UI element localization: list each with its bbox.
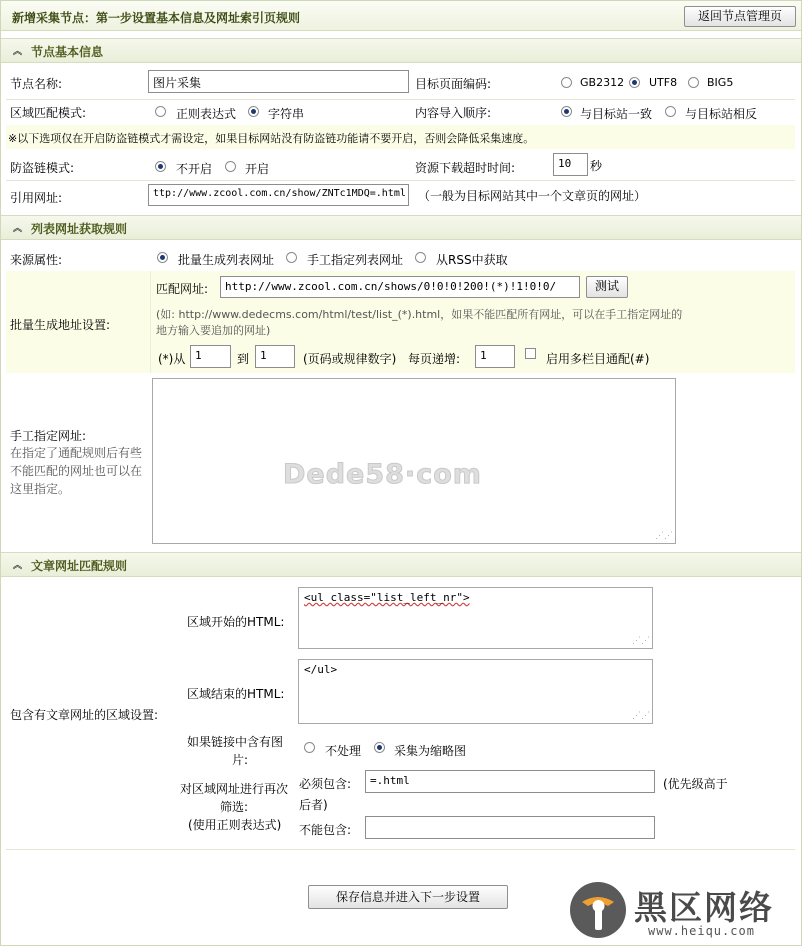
must-include-label: 必须包含: xyxy=(299,777,352,791)
brand-logo xyxy=(568,880,794,940)
antileech-label: 防盗链模式: xyxy=(10,161,75,175)
timeout-unit: 秒 xyxy=(590,159,603,173)
brand-name: 黑区网络 xyxy=(634,888,774,927)
region-end-label: 区域结束的HTML: xyxy=(187,687,285,701)
manual-hint-line: 在指定了通配规则后有些 xyxy=(10,446,143,460)
region-end-value: </ul> xyxy=(304,663,338,676)
timeout-input[interactable]: 10 xyxy=(553,153,588,176)
brand-logo-icon xyxy=(568,880,628,940)
ref-url-input[interactable]: ttp://www.zcool.com.cn/show/ZNTc1MDQ=.html xyxy=(148,184,409,206)
match-mode-option-label: 正则表达式 xyxy=(176,107,237,121)
collapse-chevron-icon[interactable]: ︽ xyxy=(13,47,23,57)
column-divider xyxy=(150,271,151,373)
import-order-radio-reverse[interactable] xyxy=(665,106,676,117)
image-option-radio-thumbnail[interactable] xyxy=(374,742,385,753)
resize-grip-icon[interactable]: ⋰⋰ xyxy=(632,711,650,721)
image-option-label: 采集为缩略图 xyxy=(394,744,467,758)
section-basic-header[interactable] xyxy=(1,38,801,63)
section-basic-title: 节点基本信息 xyxy=(31,45,104,59)
cannot-include-input[interactable] xyxy=(365,816,655,839)
range-hint: (页码或规律数字) xyxy=(303,352,397,366)
section-article-header[interactable] xyxy=(1,552,801,577)
page-title: 新增采集节点：第一步设置基本信息及网址索引页规则 xyxy=(12,11,301,25)
region-setting-label: 包含有文章网址的区域设置: xyxy=(10,708,159,722)
section-list-title: 列表网址获取规则 xyxy=(31,222,128,236)
import-order-radio-same[interactable] xyxy=(561,106,572,117)
antileech-notice-text: ※以下选项仅在开启防盗链模式才需设定，如果目标网站没有防盗链功能请不要开启，否则会降低采集速度。 xyxy=(8,132,535,145)
test-button[interactable]: 测试 xyxy=(586,276,628,298)
batch-label: 批量生成地址设置: xyxy=(10,318,111,332)
encoding-label: 目标页面编码: xyxy=(415,77,492,91)
import-order-label: 内容导入顺序: xyxy=(415,106,492,120)
title-bar xyxy=(1,1,801,31)
image-link-label-line: 片: xyxy=(232,753,249,767)
antileech-radio-on[interactable] xyxy=(225,161,236,172)
antileech-option-label: 不开启 xyxy=(176,162,213,176)
antileech-option-label: 开启 xyxy=(245,162,270,176)
region-start-textarea[interactable] xyxy=(298,587,653,649)
step-input[interactable]: 1 xyxy=(475,345,515,368)
source-option-label: 手工指定列表网址 xyxy=(307,253,404,267)
section-list-header[interactable] xyxy=(1,215,801,240)
match-mode-option-label: 字符串 xyxy=(268,107,305,121)
match-mode-radio-string[interactable] xyxy=(248,106,259,117)
source-radio-manual[interactable] xyxy=(286,252,297,263)
from-label: (*)从 xyxy=(158,352,186,366)
node-name-label: 节点名称: xyxy=(10,77,63,91)
region-start-label: 区域开始的HTML: xyxy=(187,615,285,629)
row-divider xyxy=(6,99,795,100)
priority-note-line: 后者) xyxy=(299,798,328,812)
resize-grip-icon[interactable]: ⋰⋰ xyxy=(632,636,650,646)
multi-column-label: 启用多栏目通配(#) xyxy=(546,352,650,366)
encoding-radio-utf8[interactable] xyxy=(629,77,640,88)
section-article-title: 文章网址匹配规则 xyxy=(31,559,128,573)
encoding-option-label: BIG5 xyxy=(707,76,734,89)
encoding-option-label: GB2312 xyxy=(580,76,625,89)
match-mode-radio-regex[interactable] xyxy=(155,106,166,117)
multi-column-checkbox[interactable] xyxy=(525,348,536,359)
watermark-text: Dede58·com xyxy=(283,459,482,490)
source-radio-rss[interactable] xyxy=(415,252,426,263)
manual-hint-line: 这里指定。 xyxy=(10,482,71,496)
example-line-2: 地方输入要追加的网址) xyxy=(156,324,271,337)
manual-hint-line: 不能匹配的网址也可以在 xyxy=(10,464,143,478)
encoding-radio-gb2312[interactable] xyxy=(561,77,572,88)
filter-label-line: 对区域网址进行再次 xyxy=(180,782,289,796)
antileech-notice xyxy=(6,125,795,149)
encoding-option-label: UTF8 xyxy=(649,76,678,89)
region-start-value: <ul class="list_left_nr"> xyxy=(304,591,470,604)
to-label: 到 xyxy=(237,352,250,366)
example-line-1: (如: http://www.dedecms.com/html/test/list_(*).html，如果不能匹配所有网址，可以在手工指定网址的 xyxy=(156,308,683,321)
brand-url: www.heiqu.com xyxy=(648,924,755,938)
image-link-label-line: 如果链接中含有图 xyxy=(187,735,284,749)
filter-label-line: 筛选: xyxy=(220,800,249,814)
encoding-radio-big5[interactable] xyxy=(688,77,699,88)
save-and-next-button[interactable]: 保存信息并进入下一步设置 xyxy=(308,885,508,909)
cannot-include-label: 不能包含: xyxy=(299,823,352,837)
filter-label-line: (使用正则表达式) xyxy=(188,818,282,832)
source-option-label: 从RSS中获取 xyxy=(436,253,508,267)
step-label: 每页递增: xyxy=(408,352,461,366)
region-end-textarea[interactable] xyxy=(298,659,653,724)
source-option-label: 批量生成列表网址 xyxy=(178,253,275,267)
ref-url-label: 引用网址: xyxy=(10,191,63,205)
import-order-option-label: 与目标站一致 xyxy=(580,107,653,121)
ref-url-hint: （一般为目标网站其中一个文章页的网址） xyxy=(418,189,647,203)
source-radio-batch[interactable] xyxy=(157,252,168,263)
row-divider xyxy=(6,180,795,181)
must-include-input[interactable]: =.html xyxy=(365,770,655,793)
source-label: 来源属性: xyxy=(10,253,63,267)
match-url-label: 匹配网址: xyxy=(156,282,209,296)
collapse-chevron-icon[interactable]: ︽ xyxy=(13,561,23,571)
node-name-input[interactable]: 图片采集 xyxy=(148,70,409,93)
timeout-label: 资源下载超时时间: xyxy=(415,161,516,175)
back-to-node-management-button[interactable]: 返回节点管理页 xyxy=(684,6,796,27)
image-option-label: 不处理 xyxy=(325,744,362,758)
to-input[interactable]: 1 xyxy=(255,345,295,368)
priority-note-line: (优先级高于 xyxy=(663,777,728,791)
resize-grip-icon[interactable]: ⋰⋰ xyxy=(655,531,673,541)
match-mode-label: 区域匹配模式: xyxy=(10,106,87,120)
image-option-radio-none[interactable] xyxy=(304,742,315,753)
antileech-radio-off[interactable] xyxy=(155,161,166,172)
import-order-option-label: 与目标站相反 xyxy=(685,107,758,121)
manual-url-label: 手工指定网址: xyxy=(10,429,87,443)
match-url-input[interactable]: http://www.zcool.com.cn/shows/0!0!0!200!(*)!1!0!0/ xyxy=(220,276,580,298)
from-input[interactable]: 1 xyxy=(190,345,231,368)
collapse-chevron-icon[interactable]: ︽ xyxy=(13,224,23,234)
row-divider xyxy=(6,849,795,850)
